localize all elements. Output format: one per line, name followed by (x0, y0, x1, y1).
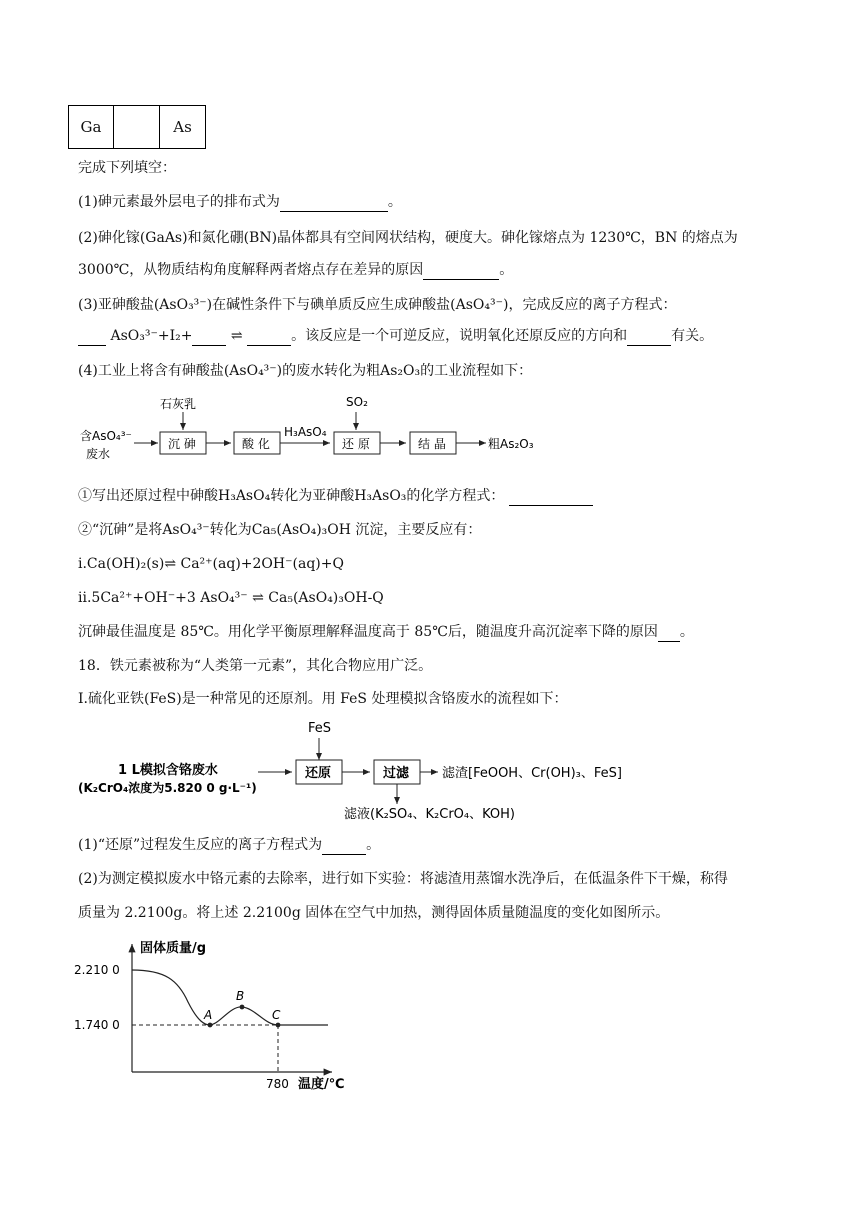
y-tick-1740: 1.740 0 (74, 1018, 120, 1032)
flow2-box-reduce-label: 还原 (305, 766, 332, 781)
equation-i: i.Ca(OH)₂(s)⇌ Ca²⁺(aq)+2OH⁻(aq)+Q (78, 556, 344, 572)
chromium-flow-diagram (76, 718, 676, 828)
q3-tail: 。该反应是一个可逆反应，说明氧化还原反应的方向和 (291, 328, 628, 344)
answer-blank (247, 330, 291, 346)
q3-end: 有关。 (671, 328, 714, 344)
flow1-h3aso4: H₃AsO₄ (284, 425, 327, 439)
x-tick-780: 780 (266, 1077, 289, 1091)
answer-blank (509, 490, 593, 506)
question-18: 18．铁元素被称为“人类第一元素”，其化合物应用广泛。 (78, 658, 433, 674)
q1-text: (1)砷元素最外层电子的排布式为 (78, 194, 280, 210)
question-3-line2 (78, 326, 713, 346)
table-cell-as: As (159, 105, 206, 149)
question-2-line2 (78, 260, 513, 280)
q2-text: 3000℃，从物质结构角度解释两者熔点存在差异的原因 (78, 262, 424, 278)
mass-temperature-chart (70, 932, 370, 1092)
question-4-2: ②“沉砷”是将AsO₄³⁻转化为Ca₅(AsO₄)₃OH 沉淀，主要反应有： (78, 522, 482, 538)
answer-blank (423, 264, 499, 280)
flow1-box-acidify-label: 酸 化 (242, 437, 270, 451)
question-18-2-line1: (2)为测定模拟废水中铬元素的去除率，进行如下实验：将滤渣用蒸馏水洗净后，在低温条件下干燥，称得 (78, 871, 728, 887)
question-18-I: I.硫化亚铁(FeS)是一种常见的还原剂。用 FeS 处理模拟含铬废水的流程如下： (78, 691, 568, 707)
answer-blank (322, 839, 366, 855)
equation-ii: ii.5Ca²⁺+OH⁻+3 AsO₄³⁻ ⇌ Ca₅(AsO₄)₃OH-Q (78, 590, 384, 606)
flow1-box-reduce-label: 还 原 (342, 437, 370, 451)
flow1-input: 含AsO₄³⁻ (80, 429, 132, 443)
question-1 (78, 192, 402, 212)
flow1-box-precipitate-label: 沉 砷 (168, 437, 196, 451)
flow2-input-conc: (K₂CrO₄浓度为5.820 0 g·L⁻¹) (78, 781, 257, 795)
question-2-line1: (2)砷化镓(GaAs)和氮化硼(BN)晶体都具有空间网状结构，硬度大。砷化镓熔点为 1230℃，BN 的熔点为 (78, 230, 738, 246)
q1-end: 。 (387, 194, 402, 210)
flow1-so2: SO₂ (346, 395, 368, 409)
intro-text: 完成下列填空： (78, 160, 176, 176)
point-c-label: C (272, 1008, 281, 1022)
y-axis-label: 固体质量/g (140, 941, 207, 956)
x-axis-label: 温度/℃ (298, 1077, 345, 1092)
question-4-3 (78, 622, 694, 642)
question-18-2-line2: 质量为 2.2100g。将上述 2.2100g 固体在空气中加热，测得固体质量随温度的变化如图所示。 (78, 905, 670, 921)
flow2-fes: FeS (308, 721, 332, 736)
answer-blank (280, 196, 388, 212)
point-c (276, 1023, 281, 1028)
flow2-input: 1 L模拟含铬废水 (118, 763, 218, 778)
question-4-1 (78, 486, 593, 506)
q18-1-text: (1)“还原”过程发生反应的离子方程式为 (78, 837, 323, 853)
q4-3-end: 。 (679, 624, 694, 640)
y-tick-2210: 2.210 0 (74, 963, 120, 977)
flow2-slag: 滤渣[FeOOH、Cr(OH)₃、FeS] (442, 766, 622, 781)
question-3-line1: (3)亚砷酸盐(AsO₃³⁻)在碱性条件下与碘单质反应生成砷酸盐(AsO₄³⁻)，完成反应的离子方程式： (78, 297, 677, 313)
answer-blank (192, 330, 226, 346)
question-4-line1: (4)工业上将含有砷酸盐(AsO₄³⁻)的废水转化为粗As₂O₃的工业流程如下： (78, 363, 533, 379)
q3-arsenite: AsO₃³⁻+I₂+ (110, 328, 193, 344)
point-b-label: B (236, 989, 245, 1003)
table-cell-ga: Ga (68, 105, 114, 149)
flow2-box-filter-label: 过滤 (383, 766, 410, 781)
q3-equilibrium: ⇌ (230, 328, 243, 344)
answer-blank (627, 330, 671, 346)
q18-1-end: 。 (366, 837, 381, 853)
q2-end: 。 (499, 262, 514, 278)
q4-1-text: ①写出还原过程中砷酸H₃AsO₄转化为亚砷酸H₃AsO₃的化学方程式： (78, 488, 505, 504)
flow1-input2: 废水 (86, 447, 111, 461)
table-cell-empty (113, 105, 160, 149)
point-a (208, 1023, 213, 1028)
question-18-1 (78, 835, 380, 855)
mass-curve (132, 970, 328, 1025)
flow2-filtrate: 滤液(K₂SO₄、K₂CrO₄、KOH) (344, 807, 515, 822)
flow1-lime: 石灰乳 (160, 397, 197, 411)
point-a-label: A (204, 1008, 213, 1022)
answer-blank (658, 626, 680, 642)
q4-3-text: 沉砷最佳温度是 85℃。用化学平衡原理解释温度高于 85℃后，随温度升高沉淀率下降的原因 (78, 624, 658, 640)
point-b (240, 1005, 245, 1010)
answer-blank (78, 330, 106, 346)
flow1-output: 粗As₂O₃ (488, 437, 534, 451)
arsenic-flow-diagram (76, 392, 556, 472)
flow1-box-crystallize-label: 结 晶 (418, 437, 446, 451)
